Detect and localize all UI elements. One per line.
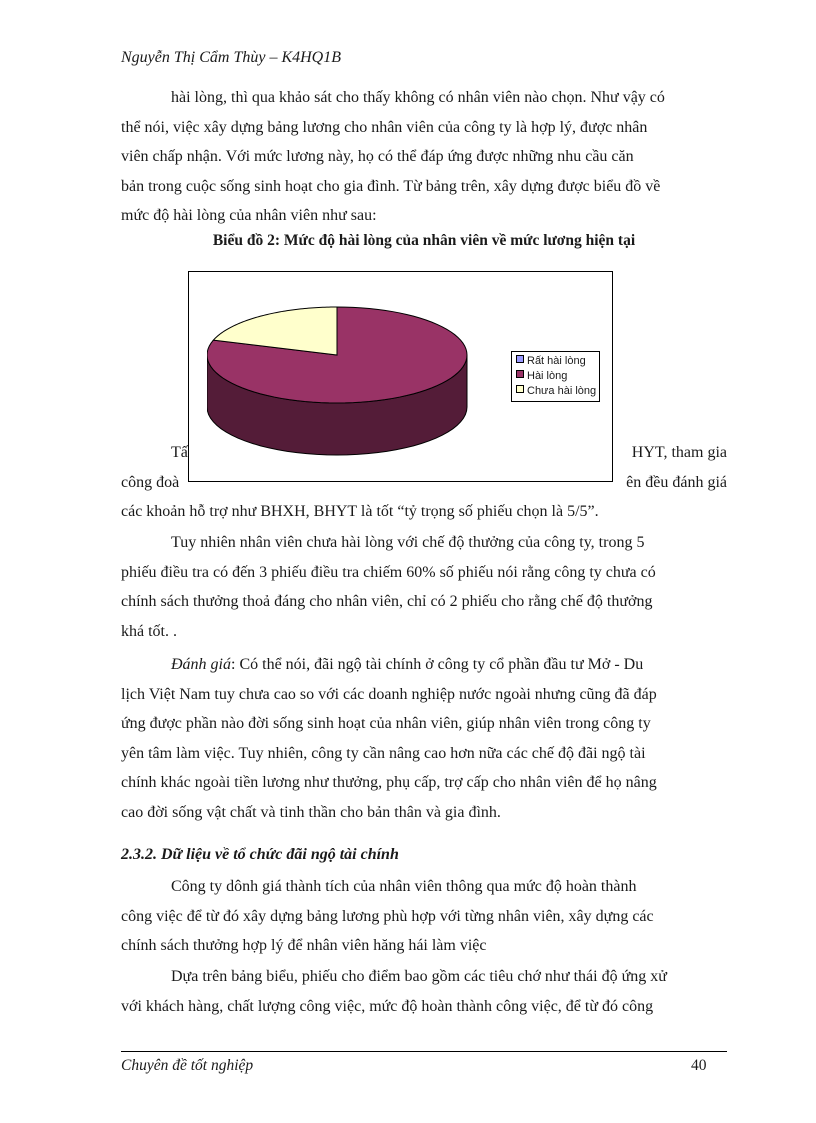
legend-item: Hài lòng	[516, 369, 596, 384]
text-line: thể nói, việc xây dựng bảng lương cho nhân viên của công ty là hợp lý, được nhân	[121, 118, 648, 136]
legend-swatch	[516, 370, 524, 378]
pie-chart	[188, 271, 613, 482]
text-line: yên tâm làm việc. Tuy nhiên, công ty cần nâng cao hơn nữa các chế độ đãi ngộ tài	[121, 744, 646, 762]
section-heading: 2.3.2. Dữ liệu về tổ chức đãi ngộ tài chính	[121, 846, 399, 863]
text-line: Đánh giá: Có thể nói, đãi ngộ tài chính ở công ty cổ phần đầu tư Mở - Du	[171, 656, 644, 673]
text-line: với khách hàng, chất lượng công việc, mức độ hoàn thành công việc, để từ đó công	[121, 997, 654, 1015]
text-line: Tấ HYT, tham gia	[171, 444, 727, 461]
page-number: 40	[691, 1057, 707, 1074]
footer-label: Chuyên đề tốt nghiệp	[121, 1057, 254, 1074]
legend-item: Chưa hài lòng	[516, 384, 596, 399]
footer-rule	[121, 1051, 727, 1052]
text-line: cao đời sống vật chất và tinh thần cho bản thân và gia đình.	[121, 803, 501, 821]
legend-swatch	[516, 385, 524, 393]
text-line: hài lòng, thì qua khảo sát cho thấy không có nhân viên nào chọn. Như vậy có	[171, 89, 665, 106]
text-line: khá tốt. .	[121, 622, 177, 640]
text-line: phiếu điều tra có đến 3 phiếu điều tra chiếm 60% số phiếu nói rằng công ty chưa có	[121, 563, 656, 581]
legend-swatch	[516, 355, 524, 363]
paragraph-scoring	[121, 962, 727, 1021]
paragraph-intro	[121, 83, 727, 231]
pie-chart-svg	[207, 300, 507, 480]
text-line: công đoà ên đều đánh giá	[121, 473, 727, 491]
text-line: Tuy nhiên nhân viên chưa hài lòng với chế độ thưởng của công ty, trong 5	[171, 534, 645, 551]
text-line: công việc để từ đó xây dựng bảng lương phù hợp với từng nhân viên, xây dựng các	[121, 907, 654, 925]
paragraph-organization	[121, 872, 727, 961]
text-line: Dựa trên bảng biểu, phiếu cho điểm bao gồm các tiêu chớ như thái độ ứng xử	[171, 968, 667, 985]
chart-legend	[511, 351, 600, 402]
text-line: Công ty dônh giá thành tích của nhân viên thông qua mức độ hoàn thành	[171, 878, 637, 895]
text-line: lịch Việt Nam tuy chưa cao so với các doanh nghiệp nước ngoài nhưng cũng đã đáp	[121, 685, 657, 703]
running-header: Nguyễn Thị Cẩm Thùy – K4HQ1B	[121, 49, 341, 66]
text-line: ứng được phần nào đời sống sinh hoạt của nhân viên, giúp nhân viên trong công ty	[121, 715, 651, 732]
text-line: chính khác ngoài tiền lương như thưởng, phụ cấp, trợ cấp cho nhân viên để họ nâng	[121, 774, 657, 791]
text-line: mức độ hài lòng của nhân viên như sau:	[121, 207, 377, 224]
text-line: chính sách thưởng hợp lý để nhân viên hăng hái làm việc	[121, 937, 487, 954]
paragraph-evaluation	[121, 650, 727, 827]
text-line: chính sách thưởng thoả đáng cho nhân viên, chỉ có 2 phiếu cho rằng chế độ thưởng	[121, 593, 653, 610]
legend-item: Rất hài lòng	[516, 354, 596, 369]
text-line: các khoản hỗ trợ như BHXH, BHYT là tốt “tỷ trọng số phiếu chọn là 5/5”.	[121, 503, 599, 520]
chart-caption: Biểu đồ 2: Mức độ hài lòng của nhân viên về mức lương hiện tại	[212, 232, 636, 249]
text-line: viên chấp nhận. Với mức lương này, họ có thể đáp ứng được những nhu cầu căn	[121, 148, 634, 165]
paragraph-bonus	[121, 528, 727, 646]
text-line: bản trong cuộc sống sinh hoạt cho gia đình. Từ bảng trên, xây dựng được biểu đồ về	[121, 177, 661, 195]
